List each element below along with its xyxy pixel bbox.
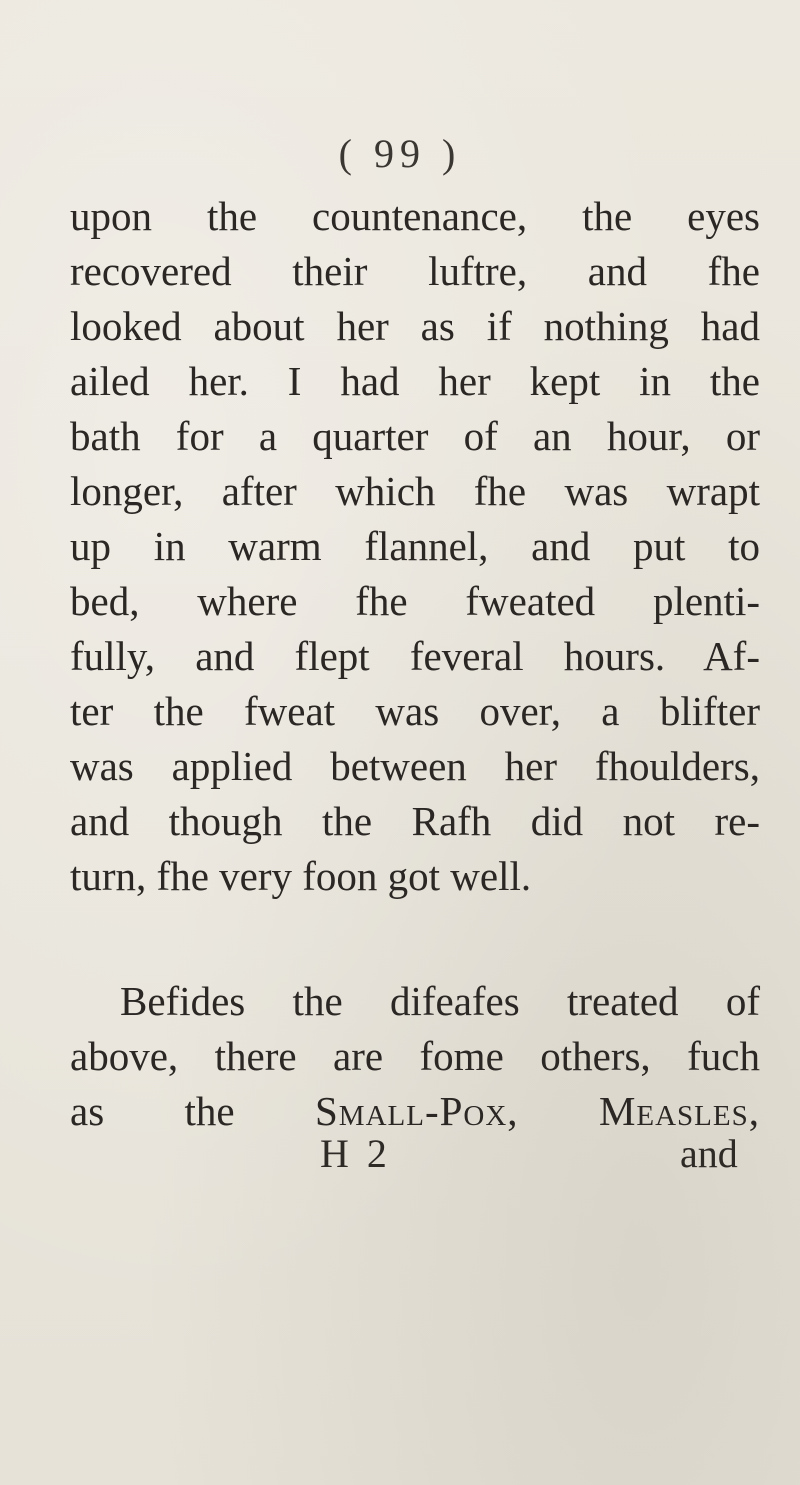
paragraph-opening-line: Befides the difeafes treated of xyxy=(120,978,760,1024)
text-line: turn, fhe very foon got well. xyxy=(70,853,532,899)
text-line: looked about her as if nothing had xyxy=(70,303,760,349)
catchword: and xyxy=(680,1131,738,1176)
disease-name-measles: Measles, xyxy=(598,1088,760,1134)
text-line: recovered their luftre, and fhe xyxy=(70,248,760,294)
text-fragment: as the xyxy=(70,1088,235,1134)
text-line: fully, and flept feveral hours. Af- xyxy=(70,633,760,679)
text-line: above, there are fome others, fuch xyxy=(70,1033,760,1079)
text-line-with-smallcaps xyxy=(70,1085,760,1137)
disease-name-smallpox: Small-Pox, xyxy=(315,1088,519,1134)
text-line: was applied between her fhoulders, xyxy=(70,743,760,789)
printer-signature: H 2 xyxy=(320,1131,391,1176)
text-line: ter the fweat was over, a blifter xyxy=(70,688,760,734)
text-line: bath for a quarter of an hour, or xyxy=(70,413,760,459)
text-line: upon the countenance, the eyes xyxy=(70,193,760,239)
text-line: up in warm flannel, and put to xyxy=(70,523,760,569)
text-line: ailed her. I had her kept in the xyxy=(70,358,760,404)
text-line: bed, where fhe fweated plenti- xyxy=(70,578,760,624)
text-line: and though the Rafh did not re- xyxy=(70,798,760,844)
page-number: ( 99 ) xyxy=(338,131,462,176)
text-line: longer, after which fhe was wrapt xyxy=(70,468,760,514)
